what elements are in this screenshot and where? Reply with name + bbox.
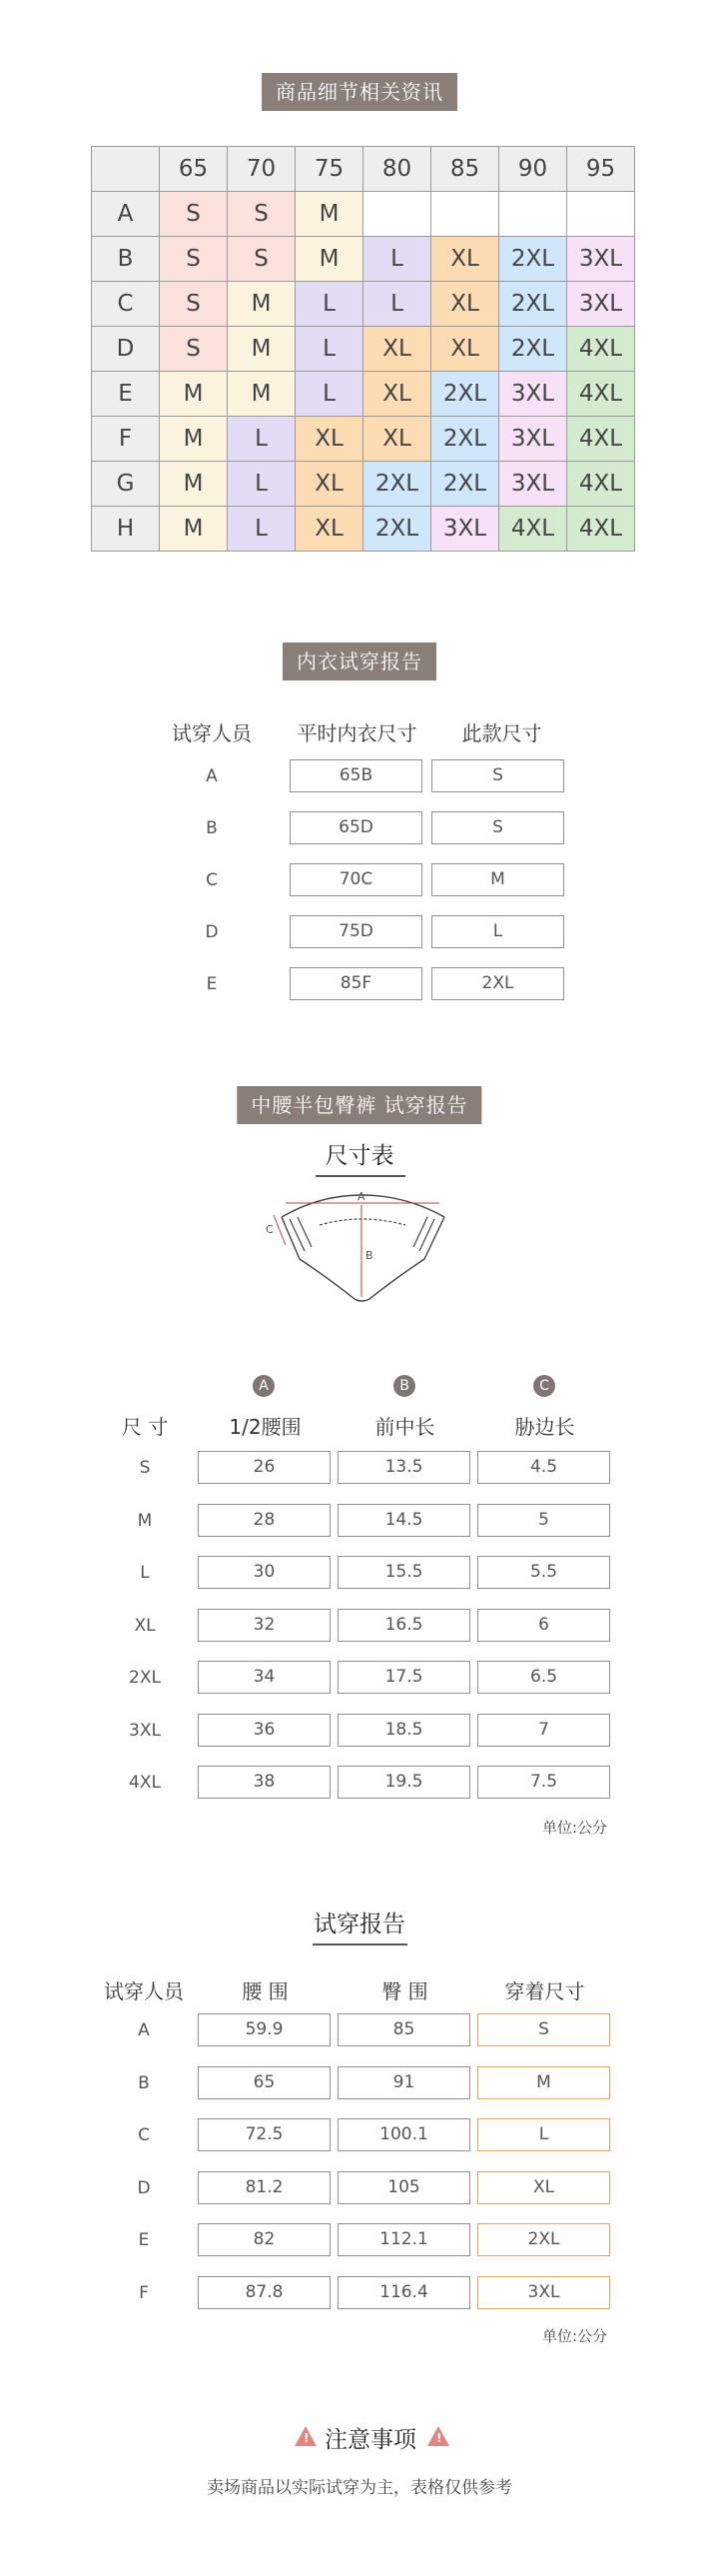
row-half-waist: 38 bbox=[198, 1766, 331, 1799]
row-wearing-size: S bbox=[477, 2013, 610, 2046]
grid-cell: S bbox=[228, 237, 296, 282]
grid-cell: 3XL bbox=[499, 417, 567, 462]
row-hip: 112.1 bbox=[338, 2223, 470, 2256]
row-size-label: 4XL bbox=[129, 1773, 161, 1793]
unit-note-2: 单位:公分 bbox=[542, 2327, 608, 2345]
row-side-length: 4.5 bbox=[477, 1451, 610, 1484]
size-table-title-underline bbox=[316, 1175, 405, 1177]
row-person-label: E bbox=[138, 2230, 150, 2250]
row-person-label: E bbox=[206, 974, 218, 994]
marker-a: A bbox=[253, 1375, 275, 1397]
grid-cell: 2XL bbox=[363, 507, 431, 552]
grid-row-label: A bbox=[92, 192, 160, 237]
grid-cell bbox=[431, 192, 499, 237]
row-person-label: B bbox=[206, 818, 218, 838]
grid-header-cell bbox=[92, 147, 160, 192]
row-waist: 81.2 bbox=[198, 2171, 331, 2204]
row-front-length: 19.5 bbox=[338, 1766, 470, 1799]
grid-cell: 4XL bbox=[567, 372, 635, 417]
row-this-size: M bbox=[431, 863, 564, 896]
col-header-half-waist: 1/2腰围 bbox=[229, 1415, 302, 1439]
grid-cell: 2XL bbox=[431, 462, 499, 507]
row-person-label: A bbox=[138, 2020, 150, 2040]
grid-row-label: H bbox=[92, 507, 160, 552]
warning-icon-right: ! bbox=[427, 2426, 449, 2446]
warning-icon-left: ! bbox=[295, 2426, 317, 2446]
section2-banner: 内衣试穿报告 bbox=[283, 643, 436, 680]
grid-header-cell: 65 bbox=[160, 147, 228, 192]
row-waist: 87.8 bbox=[198, 2276, 331, 2309]
row-usual-size: 75D bbox=[290, 915, 422, 948]
row-size-label: 3XL bbox=[129, 1720, 161, 1741]
row-front-length: 18.5 bbox=[338, 1714, 470, 1747]
diagram-label-a: A bbox=[358, 1190, 365, 1203]
row-half-waist: 36 bbox=[198, 1714, 331, 1747]
row-half-waist: 30 bbox=[198, 1556, 331, 1589]
row-half-waist: 26 bbox=[198, 1451, 331, 1484]
row-half-waist: 28 bbox=[198, 1504, 331, 1537]
section1-banner: 商品细节相关资讯 bbox=[262, 73, 457, 111]
row-size-label: L bbox=[140, 1563, 150, 1583]
grid-cell: L bbox=[363, 237, 431, 282]
col-header-hip: 臀 围 bbox=[381, 1979, 428, 2003]
row-waist: 72.5 bbox=[198, 2118, 331, 2151]
grid-cell: 2XL bbox=[499, 327, 567, 372]
row-size-label: 2XL bbox=[129, 1668, 161, 1688]
row-size-label: XL bbox=[134, 1615, 156, 1636]
notice-title: 注意事项 bbox=[325, 2427, 416, 2453]
grid-cell: 2XL bbox=[499, 282, 567, 327]
col-header-size: 尺 寸 bbox=[121, 1415, 169, 1439]
col-header-usual-size: 平时内衣尺寸 bbox=[297, 721, 417, 745]
grid-row bbox=[92, 327, 635, 372]
grid-row-label: B bbox=[92, 237, 160, 282]
grid-cell: L bbox=[296, 372, 363, 417]
col-header-person-2: 试穿人员 bbox=[104, 1979, 184, 2003]
grid-cell bbox=[363, 192, 431, 237]
grid-cell: 3XL bbox=[499, 462, 567, 507]
row-usual-size: 65D bbox=[290, 811, 422, 844]
grid-cell: L bbox=[228, 462, 296, 507]
grid-row-label: F bbox=[92, 417, 160, 462]
row-waist: 82 bbox=[198, 2223, 331, 2256]
row-person-label: C bbox=[206, 870, 218, 890]
notice-text: 卖场商品以实际试穿为主，表格仅供参考 bbox=[207, 2478, 512, 2498]
grid-cell: M bbox=[228, 327, 296, 372]
grid-header-cell: 70 bbox=[228, 147, 296, 192]
col-header-waist: 腰 围 bbox=[242, 1979, 289, 2003]
grid-header-row bbox=[92, 147, 635, 192]
grid-cell: 2XL bbox=[431, 372, 499, 417]
row-hip: 100.1 bbox=[338, 2118, 470, 2151]
row-this-size: 2XL bbox=[431, 967, 564, 1000]
grid-row-label: G bbox=[92, 462, 160, 507]
grid-header-cell: 85 bbox=[431, 147, 499, 192]
row-this-size: S bbox=[431, 811, 564, 844]
row-hip: 116.4 bbox=[338, 2276, 470, 2309]
panty-diagram bbox=[260, 1189, 464, 1309]
grid-cell: 4XL bbox=[499, 507, 567, 552]
grid-cell: L bbox=[296, 282, 363, 327]
grid-cell: S bbox=[160, 282, 228, 327]
grid-cell: 2XL bbox=[431, 417, 499, 462]
grid-row bbox=[92, 462, 635, 507]
grid-row-label: D bbox=[92, 327, 160, 372]
grid-cell: XL bbox=[431, 282, 499, 327]
grid-row bbox=[92, 507, 635, 552]
grid-cell bbox=[499, 192, 567, 237]
row-front-length: 15.5 bbox=[338, 1556, 470, 1589]
row-side-length: 6 bbox=[477, 1609, 610, 1642]
row-wearing-size: M bbox=[477, 2066, 610, 2099]
row-half-waist: 34 bbox=[198, 1661, 331, 1694]
row-side-length: 7 bbox=[477, 1714, 610, 1747]
row-person-label: F bbox=[139, 2282, 149, 2303]
row-usual-size: 65B bbox=[290, 759, 422, 792]
grid-cell bbox=[567, 192, 635, 237]
grid-cell: L bbox=[228, 507, 296, 552]
row-hip: 85 bbox=[338, 2013, 470, 2046]
grid-cell: 3XL bbox=[567, 282, 635, 327]
size-table-title: 尺寸表 bbox=[325, 1143, 394, 1169]
row-person-label: A bbox=[206, 766, 218, 786]
row-hip: 91 bbox=[338, 2066, 470, 2099]
grid-cell: 4XL bbox=[567, 507, 635, 552]
grid-cell: XL bbox=[363, 327, 431, 372]
row-wearing-size: L bbox=[477, 2118, 610, 2151]
grid-cell: S bbox=[160, 327, 228, 372]
grid-cell: 4XL bbox=[567, 327, 635, 372]
grid-cell: L bbox=[363, 282, 431, 327]
row-this-size: S bbox=[431, 759, 564, 792]
grid-cell: S bbox=[160, 192, 228, 237]
fitting-report-title-underline bbox=[313, 1943, 407, 1945]
row-front-length: 17.5 bbox=[338, 1661, 470, 1694]
unit-note-1: 单位:公分 bbox=[542, 1819, 608, 1837]
row-front-length: 14.5 bbox=[338, 1504, 470, 1537]
row-wearing-size: 3XL bbox=[477, 2276, 610, 2309]
row-size-label: S bbox=[139, 1458, 151, 1478]
col-header-this-size: 此款尺寸 bbox=[461, 721, 542, 745]
grid-cell: XL bbox=[296, 507, 363, 552]
grid-cell: XL bbox=[431, 237, 499, 282]
grid-cell: 4XL bbox=[567, 462, 635, 507]
section3-banner: 中腰半包臀裤 试穿报告 bbox=[237, 1086, 481, 1124]
grid-row-label: C bbox=[92, 282, 160, 327]
size-chart-grid bbox=[91, 146, 635, 552]
grid-cell: XL bbox=[431, 327, 499, 372]
grid-cell: 2XL bbox=[499, 237, 567, 282]
row-usual-size: 85F bbox=[290, 967, 422, 1000]
grid-cell: XL bbox=[363, 417, 431, 462]
grid-row bbox=[92, 192, 635, 237]
row-person-label: C bbox=[138, 2125, 150, 2145]
grid-cell: M bbox=[160, 372, 228, 417]
grid-header-cell: 90 bbox=[499, 147, 567, 192]
row-side-length: 6.5 bbox=[477, 1661, 610, 1694]
grid-cell: S bbox=[160, 237, 228, 282]
grid-header-cell: 95 bbox=[567, 147, 635, 192]
col-header-front-length: 前中长 bbox=[374, 1415, 435, 1439]
marker-b: B bbox=[393, 1375, 415, 1397]
grid-cell: 4XL bbox=[567, 417, 635, 462]
grid-row bbox=[92, 372, 635, 417]
col-header-person: 试穿人员 bbox=[172, 721, 252, 745]
grid-header-cell: 75 bbox=[296, 147, 363, 192]
row-half-waist: 32 bbox=[198, 1609, 331, 1642]
col-header-wearing-size: 穿着尺寸 bbox=[504, 1979, 585, 2003]
grid-cell: XL bbox=[363, 372, 431, 417]
grid-cell: M bbox=[228, 282, 296, 327]
grid-cell: 3XL bbox=[567, 237, 635, 282]
fitting-report-title: 试穿报告 bbox=[314, 1912, 405, 1937]
row-waist: 65 bbox=[198, 2066, 331, 2099]
row-front-length: 13.5 bbox=[338, 1451, 470, 1484]
grid-cell: M bbox=[160, 462, 228, 507]
row-person-label: D bbox=[205, 922, 219, 942]
grid-cell: L bbox=[296, 327, 363, 372]
grid-cell: S bbox=[228, 192, 296, 237]
grid-cell: 3XL bbox=[431, 507, 499, 552]
row-wearing-size: XL bbox=[477, 2171, 610, 2204]
grid-cell: 2XL bbox=[363, 462, 431, 507]
grid-row bbox=[92, 237, 635, 282]
col-header-side-length: 胁边长 bbox=[514, 1415, 575, 1439]
grid-row bbox=[92, 282, 635, 327]
row-front-length: 16.5 bbox=[338, 1609, 470, 1642]
grid-row-label: E bbox=[92, 372, 160, 417]
row-waist: 59.9 bbox=[198, 2013, 331, 2046]
grid-cell: 3XL bbox=[499, 372, 567, 417]
row-side-length: 7.5 bbox=[477, 1766, 610, 1799]
diagram-label-c: C bbox=[266, 1223, 274, 1236]
grid-cell: XL bbox=[296, 417, 363, 462]
grid-cell: L bbox=[228, 417, 296, 462]
grid-cell: XL bbox=[296, 462, 363, 507]
marker-c: C bbox=[533, 1375, 555, 1397]
diagram-label-b: B bbox=[365, 1249, 373, 1262]
grid-cell: M bbox=[296, 192, 363, 237]
row-usual-size: 70C bbox=[290, 863, 422, 896]
grid-cell: M bbox=[160, 417, 228, 462]
grid-header-cell: 80 bbox=[363, 147, 431, 192]
grid-cell: M bbox=[228, 372, 296, 417]
row-hip: 105 bbox=[338, 2171, 470, 2204]
row-person-label: D bbox=[137, 2177, 151, 2198]
row-this-size: L bbox=[431, 915, 564, 948]
grid-row bbox=[92, 417, 635, 462]
row-wearing-size: 2XL bbox=[477, 2223, 610, 2256]
row-side-length: 5 bbox=[477, 1504, 610, 1537]
row-person-label: B bbox=[138, 2072, 150, 2093]
grid-cell: M bbox=[296, 237, 363, 282]
grid-cell: M bbox=[160, 507, 228, 552]
row-side-length: 5.5 bbox=[477, 1556, 610, 1589]
row-size-label: M bbox=[137, 1510, 153, 1531]
